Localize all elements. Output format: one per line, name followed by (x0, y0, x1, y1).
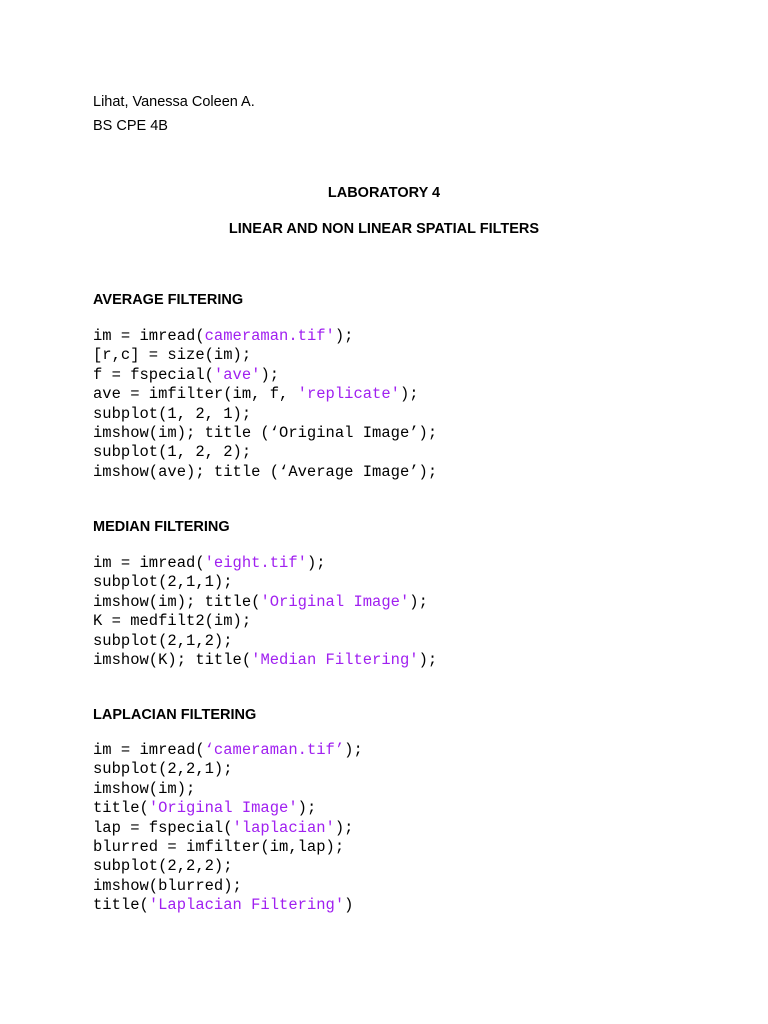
lab-title: LABORATORY 4 (327, 185, 441, 201)
code-string-literal: 'Original Image' (260, 592, 410, 611)
average-filtering-code (93, 327, 437, 482)
code-line (93, 593, 437, 612)
code-text: imshow(im); (93, 779, 196, 798)
code-text: imshow(K); title( (93, 650, 252, 669)
code-text: lap = fspecial( (93, 818, 233, 837)
lab-subtitle: LINEAR AND NON LINEAR SPATIAL FILTERS (228, 221, 540, 237)
code-text: ); (344, 741, 363, 759)
code-text: im = imread( (93, 554, 205, 572)
code-text: ); (334, 818, 354, 837)
code-text: [r,c] = size(im); (93, 346, 252, 365)
code-text: ) (344, 896, 354, 915)
laplacian-filtering-code (93, 741, 363, 916)
code-line (93, 780, 363, 799)
code-string-literal: 'Original Image' (148, 799, 298, 818)
code-string-literal: 'laplacian' (232, 818, 335, 837)
code-text: subplot(1, 2, 1); (93, 404, 252, 423)
code-text: imshow(im); title (‘Original Image’); (93, 423, 438, 442)
code-line (93, 651, 437, 670)
code-line (93, 424, 437, 443)
code-line (93, 443, 437, 462)
code-line (93, 573, 437, 592)
code-line (93, 327, 437, 346)
code-string-literal: 'eight.tif' (204, 554, 307, 572)
code-text: ); (409, 592, 428, 611)
code-text: blurred = imfilter(im,lap); (93, 837, 345, 856)
author-section: BS CPE 4B (93, 118, 168, 134)
code-line (93, 799, 363, 818)
code-line (93, 463, 437, 482)
code-text: subplot(2,2,1); (93, 760, 233, 779)
code-line (93, 346, 437, 365)
code-text: subplot(2,1,1); (93, 573, 233, 592)
code-text: subplot(1, 2, 2); (93, 443, 252, 462)
code-text: ); (306, 554, 326, 572)
code-text: f = fspecial( (93, 365, 214, 384)
code-line (93, 819, 363, 838)
code-text: imshow(blurred); (93, 876, 242, 895)
code-string-literal: 'Laplacian Filtering' (148, 896, 345, 915)
code-text: K = medfilt2(im); (93, 612, 252, 631)
code-line (93, 554, 437, 573)
median-filtering-heading: MEDIAN FILTERING (93, 519, 230, 535)
average-filtering-heading: AVERAGE FILTERING (93, 292, 244, 308)
code-line (93, 612, 437, 631)
code-line (93, 838, 363, 857)
median-filtering-code (93, 554, 437, 670)
code-text: im = imread( (93, 741, 205, 759)
code-string-literal: 'replicate' (297, 385, 400, 404)
code-text: subplot(2,2,2); (93, 857, 233, 876)
code-line (93, 877, 363, 896)
code-text: title( (93, 896, 149, 915)
code-line (93, 857, 363, 876)
code-text: imshow(im); title( (93, 592, 261, 611)
code-text: subplot(2,1,2); (93, 631, 233, 650)
code-text: im = imread( (93, 327, 205, 345)
laplacian-filtering-heading: LAPLACIAN FILTERING (93, 707, 257, 723)
code-line (93, 385, 437, 404)
code-text: ); (399, 385, 419, 404)
code-string-literal: 'ave' (213, 365, 261, 384)
author-name: Lihat, Vanessa Coleen A. (93, 94, 255, 110)
code-text: title( (93, 799, 149, 818)
code-text: ave = imfilter(im, f, (93, 385, 298, 404)
code-string-literal: 'Median Filtering' (251, 650, 419, 669)
code-line (93, 632, 437, 651)
code-text: ); (260, 365, 280, 384)
code-line (93, 366, 437, 385)
code-line (93, 405, 437, 424)
author-block (93, 90, 255, 138)
code-text: imshow(ave); title (‘Average Image’); (93, 462, 438, 481)
code-line (93, 741, 363, 760)
code-text: ); (418, 650, 438, 669)
code-string-literal: ‘cameraman.tif’ (204, 741, 345, 759)
code-string-literal: cameraman.tif' (204, 327, 335, 345)
code-text: ); (297, 799, 317, 818)
code-text: ); (334, 327, 354, 345)
code-line (93, 896, 363, 915)
code-line (93, 760, 363, 779)
